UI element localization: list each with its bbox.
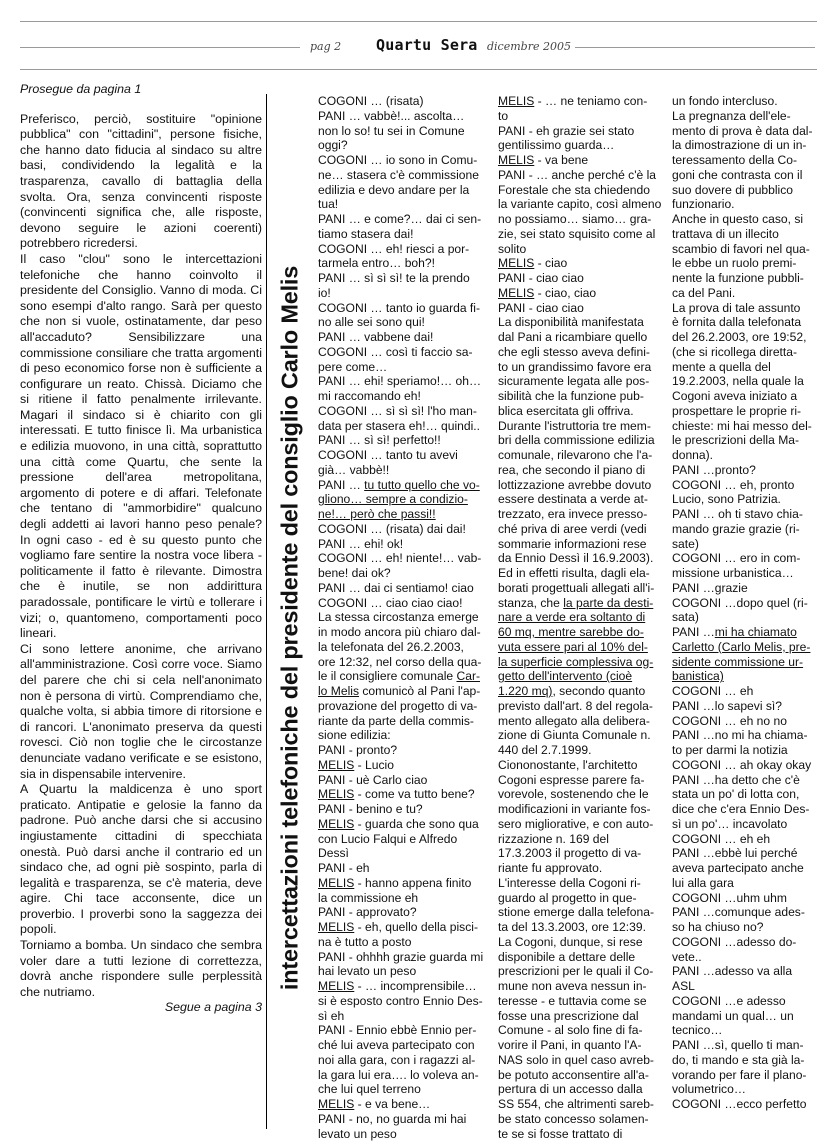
text-line: COGONI … (risata) dai dai! <box>318 522 490 537</box>
text-line: le prescrizioni della Ma- <box>672 433 814 448</box>
text-line: 19.2.2003, nella quale la <box>672 374 814 389</box>
text-line: PANI - benino e tu? <box>318 802 490 817</box>
text-line: PANI … sì sì! perfetto!! <box>318 433 490 448</box>
transcript-column-3 <box>672 94 814 1112</box>
text-line: PANI … ehi! speriamo!… oh… <box>318 374 490 389</box>
text-line: NAS solo in quel caso avreb- <box>498 1053 666 1068</box>
text-line: Anche in questo caso, si <box>672 212 814 227</box>
text-line: sidente commissione ur- <box>672 655 814 670</box>
paragraph: Preferisco, perciò, sostituire "opinione pubblica" con "cittadini", persone fisiche, che hanno dato fiducia al sindaco su altre basi, condividendo la legalità e la trasparenza, cavallo di battaglia della svolta. Ora, senza convincenti risposte (convincenti significa che, alle risposte, devono seguire le azioni coerenti) potrebbero ricredersi. <box>20 112 262 252</box>
text-line: sì un po'… incavolato <box>672 817 814 832</box>
text-line: PANI …lo sapevi sì? <box>672 699 814 714</box>
text-line: 1.220 mq), secondo quanto <box>498 684 666 699</box>
text-line: lottizzazione avrebbe dovuto <box>498 478 666 493</box>
text-line: Ed in effetti risulta, dagli ela- <box>498 566 666 581</box>
text-line: nare a verde era soltanto di <box>498 610 666 625</box>
text-line: rea, che secondo il piano di <box>498 463 666 478</box>
text-line: modificazioni in variante fos- <box>498 802 666 817</box>
text-line: PANI … ehi! ok! <box>318 537 490 552</box>
transcript-column-1 <box>318 94 490 1141</box>
text-line: PANI - ciao ciao <box>498 301 666 316</box>
text-line: vete.. <box>672 950 814 965</box>
text-line: gliono… sempre a condizio- <box>318 492 490 507</box>
text-line: la telefonata del 26.2.2003, <box>318 640 490 655</box>
text-line: teresse - e tuttavia come se <box>498 994 666 1009</box>
text-line: hai levato un peso <box>318 964 490 979</box>
text-line: gentilissimo guarda… <box>498 138 666 153</box>
text-line: La prova di tale assunto <box>672 301 814 316</box>
text-line: COGONI …adesso do- <box>672 935 814 950</box>
text-line: PANI … vabbene dai! <box>318 330 490 345</box>
text-line: trezzato, era invece presso- <box>498 507 666 522</box>
text-line: è fornita dalla telefonata <box>672 315 814 330</box>
text-line: MELIS - guarda che sono qua <box>318 817 490 832</box>
text-line: nente la funzione pubbli- <box>672 271 814 286</box>
text-line: si è esposto contro Ennio Des- <box>318 994 490 1009</box>
text-line: PANI …ebbè lui perché <box>672 846 814 861</box>
newspaper-title: Quartu Sera <box>376 36 478 54</box>
text-line: dice che c'era Ennio Des- <box>672 802 814 817</box>
text-line: prospettare le proprie ri- <box>672 404 814 419</box>
text-line: le il consigliere comunale Car- <box>318 669 490 684</box>
text-line: La pregnanza dell'ele- <box>672 109 814 124</box>
text-line: teressamento della Co- <box>672 153 814 168</box>
editorial-column <box>20 82 262 1016</box>
text-line: da Ennio Dessì il 16.9.2003). <box>498 551 666 566</box>
text-line: COGONI …ecco perfetto <box>672 1097 814 1112</box>
text-line: riante da parte della commis- <box>318 714 490 729</box>
text-line: con Lucio Falqui e Alfredo <box>318 832 490 847</box>
text-line: COGONI … tanto tu avevi <box>318 448 490 463</box>
text-line: Forestale che sta chiedendo <box>498 183 666 198</box>
text-line: sicuramente legata alle pos- <box>498 374 666 389</box>
text-line: PANI …grazie <box>672 581 814 596</box>
vertical-article-title: intercettazioni telefoniche del presidente del consiglio Carlo Melis <box>277 266 304 990</box>
issue-date: dicembre 2005 <box>487 40 571 53</box>
text-line: PANI …sì, quello ti man- <box>672 1038 814 1053</box>
text-line: COGONI …e adesso <box>672 994 814 1009</box>
paragraph: Torniamo a bomba. Un sindaco che sembra voler dare a tutti lezione di correttezza, dovrà anche rispondere sulle perplessità che nutriamo. <box>20 938 262 1000</box>
text-line: Dessì <box>318 846 490 861</box>
text-line: vorire il Pani, in quanto l'A- <box>498 1038 666 1053</box>
text-line: le ebbe un ruolo premi- <box>672 256 814 271</box>
text-line: stione emerge dalla telefona- <box>498 905 666 920</box>
page-header <box>0 36 829 58</box>
text-line: la dimostrazione di un in- <box>672 138 814 153</box>
text-line: MELIS - Lucio <box>318 758 490 773</box>
text-line: MELIS - … incomprensibile… <box>318 979 490 994</box>
text-line: MELIS - va bene <box>498 153 666 168</box>
text-line: sione edilizia: <box>318 728 490 743</box>
text-line: PANI - ohhhh grazie guarda mi <box>318 950 490 965</box>
text-line: vorevole, sostenendo che le <box>498 787 666 802</box>
text-line: COGONI …dopo quel (ri- <box>672 596 814 611</box>
text-line: COGONI … eh! niente!… vab- <box>318 551 490 566</box>
text-line: zione di Giunta Comunale n. <box>498 728 666 743</box>
text-line: La disponibilità manifestata <box>498 315 666 330</box>
text-line: so ha chiuso no? <box>672 920 814 935</box>
text-line: zie, sei stato squisito come al <box>498 227 666 242</box>
text-line: un fondo intercluso. <box>672 94 814 109</box>
text-line: PANI …adesso va alla <box>672 964 814 979</box>
text-line: previsto dall'art. 8 del regola- <box>498 699 666 714</box>
text-line: stanza, che la parte da desti- <box>498 596 666 611</box>
text-line: dal Pani a ricambiare quello <box>498 330 666 345</box>
text-line: COGONI … eh eh <box>672 832 814 847</box>
text-line: PANI … vabbè!... ascolta… <box>318 109 490 124</box>
text-line: PANI - approvato? <box>318 905 490 920</box>
text-line: COGONI … ciao ciao ciao! <box>318 596 490 611</box>
text-line: banistica) <box>672 669 814 684</box>
text-line: COGONI … eh, pronto <box>672 478 814 493</box>
text-line: suo dovere di pubblico <box>672 183 814 198</box>
text-line: rizzazione n. 169 del <box>498 832 666 847</box>
text-line: COGONI … (risata) <box>318 94 490 109</box>
text-line: getto dell'intervento (cioè <box>498 669 666 684</box>
text-line: ne!… però che passi!! <box>318 507 490 522</box>
text-line: vuta essere pari al 10% del- <box>498 640 666 655</box>
text-line: PANI …ha detto che c'è <box>672 773 814 788</box>
text-line: MELIS - e va bene… <box>318 1097 490 1112</box>
text-line: mento di prova è data dal- <box>672 124 814 139</box>
paragraph: Ci sono lettere anonime, che arrivano all'amministrazione. Così corre voce. Siamo del parere che chi si cela nell'anonimato non è persona di virtù. Comprendiamo che, qualche volta, si abbia timore di ritorsione e di rancori. L'anonimato preserva da questi rovesci. Ciò non toglie che le circostanze denunciate vadano verificate e se esistono, sia in dispensabile intervenire. <box>20 642 262 782</box>
text-line: edilizia e devo andare per la <box>318 183 490 198</box>
text-line: to <box>498 109 666 124</box>
text-line: Ciononostante, l'architetto <box>498 758 666 773</box>
text-line: L'interesse della Cogoni ri- <box>498 876 666 891</box>
text-line: to per darmi la notizia <box>672 743 814 758</box>
text-line: PANI …pronto? <box>672 463 814 478</box>
text-line: na è tutto a posto <box>318 935 490 950</box>
text-line: Durante l'istruttoria tre mem- <box>498 419 666 434</box>
text-line: PANI - … anche perché c'è la <box>498 168 666 183</box>
text-line: MELIS - eh, quello della pisci- <box>318 920 490 935</box>
text-line: scambio di favori nel qua- <box>672 242 814 257</box>
text-line: in modo ancora più chiaro dal- <box>318 625 490 640</box>
text-line: blica esercitata gli offriva. <box>498 404 666 419</box>
text-line: mente a quella del <box>672 360 814 375</box>
text-line: SS 554, che altrimenti sareb- <box>498 1097 666 1112</box>
text-line: mi raccomando eh! <box>318 389 490 404</box>
text-line: MELIS - ciao <box>498 256 666 271</box>
text-line: COGONI … ero in com- <box>672 551 814 566</box>
text-line: tecnico… <box>672 1023 814 1038</box>
text-line: MELIS - come va tutto bene? <box>318 787 490 802</box>
text-line: goni che contrasta con il <box>672 168 814 183</box>
text-line: la commissione eh <box>318 891 490 906</box>
text-line: PANI …mi ha chiamato <box>672 625 814 640</box>
text-line: MELIS - ciao, ciao <box>498 286 666 301</box>
top-rule <box>20 21 817 22</box>
text-line: sommarie informazioni rese <box>498 537 666 552</box>
text-line: oggi? <box>318 138 490 153</box>
text-line: Carletto (Carlo Melis, pre- <box>672 640 814 655</box>
text-line: vorando per fare il plano- <box>672 1068 814 1083</box>
text-line: fosse una prescrizione dal <box>498 1009 666 1024</box>
continued-from: Prosegue da pagina 1 <box>20 82 262 98</box>
text-line: La Cogoni, dunque, si rese <box>498 935 666 950</box>
text-line: PANI - ciao ciao <box>498 271 666 286</box>
text-line: 60 mq, mentre sarebbe do- <box>498 625 666 640</box>
text-line: sì eh <box>318 1009 490 1024</box>
header-line-right <box>575 47 815 48</box>
text-line: PANI - eh grazie sei stato <box>498 124 666 139</box>
text-line: mune non aveva nessun in- <box>498 979 666 994</box>
text-line: 17.3.2003 il progetto di va- <box>498 846 666 861</box>
text-line: to un grandissimo favore era <box>498 360 666 375</box>
text-line: tarmela entro… boh?! <box>318 256 490 271</box>
text-line: tiamo stasera dai! <box>318 227 490 242</box>
text-line: MELIS - … ne teniamo con- <box>498 94 666 109</box>
text-line: data per stasera eh!… quindi.. <box>318 419 490 434</box>
text-line: che egli stesso aveva defini- <box>498 345 666 360</box>
text-line: PANI - Ennio ebbè Ennio per- <box>318 1023 490 1038</box>
text-line: COGONI … ah okay okay <box>672 758 814 773</box>
text-line: PANI …no mi ha chiama- <box>672 728 814 743</box>
text-line: ne… stasera c'è commissione <box>318 168 490 183</box>
page-number: pag 2 <box>310 40 341 53</box>
text-line: la superficie complessiva og- <box>498 655 666 670</box>
text-line: COGONI … eh! riesci a por- <box>318 242 490 257</box>
text-line: PANI - pronto? <box>318 743 490 758</box>
vertical-title-box <box>270 128 310 1128</box>
text-line: disponibile a dettare delle <box>498 950 666 965</box>
text-line: PANI … dai ci sentiamo! ciao <box>318 581 490 596</box>
text-line: 440 del 2.7.1999. <box>498 743 666 758</box>
text-line: tua! <box>318 197 490 212</box>
text-line: COGONI … così ti faccio sa- <box>318 345 490 360</box>
text-line: PANI - no, no guarda mi hai <box>318 1112 490 1127</box>
text-line: la gara lui era…. lo voleva an- <box>318 1068 490 1083</box>
text-line: be stato concesso solamen- <box>498 1112 666 1127</box>
text-line: PANI … e come?… dai ci sen- <box>318 212 490 227</box>
text-line: PANI … sì sì sì! te la prendo <box>318 271 490 286</box>
text-line: Cogoni espresse parere fa- <box>498 773 666 788</box>
text-line: io! <box>318 286 490 301</box>
text-line: mando grazie grazie (ri- <box>672 522 814 537</box>
text-line: noi alla gara, con i ragazzi al- <box>318 1053 490 1068</box>
text-line: borati progettuali allegati all'i- <box>498 581 666 596</box>
text-line: donna). <box>672 448 814 463</box>
text-line: no alle sei sono qui! <box>318 315 490 330</box>
text-line: ché lui aveva partecipato con <box>318 1038 490 1053</box>
text-line: PANI - eh <box>318 861 490 876</box>
paragraph: Il caso "clou" sono le intercettazioni telefoniche che hanno coinvolto il presidente del Consiglio. Vanno di moda. Ci sono esempi d'alto rango. Sarà per questo che non si vuole, ostinatamente, dar peso all'accaduto? Sensibilizzare una commissione consiliare che tratta argomenti di peso economico forse non è sufficiente a configurare un reato. Chissà. Diciamo che si ritiene il fatto penalmente irrilevante. Magari il sindaco si è chiarito con gli interessati. E tutto finisce lì. Ma urbanistica e edilizia muovono, in una città, soprattutto una città come Quartu, che sente la pressione dell'area metropolitana, argomento di potere e di affari. Telefonate che tentano di "ammorbidire" qualcuno degli addetti ai lavori hanno peso penale? In ogni caso - ed è su questo punto che vogliamo fare sentire la nostra voce libera - politicamente il fatto è rilevante. Dimostra che è inutile, se non addirittura paradossale, pontificare le virtù e tollerare i vizi; o, quantomeno, comportamenti poco lineari. <box>20 252 262 642</box>
text-line: La stessa circostanza emerge <box>318 610 490 625</box>
text-line: non lo so! tu sei in Comune <box>318 124 490 139</box>
text-line: del 26.2.2003, ore 19:52, <box>672 330 814 345</box>
text-line: comunale, rilevarono che l'a- <box>498 448 666 463</box>
text-line: stata un po' di lotta con, <box>672 787 814 802</box>
text-line: COGONI …uhm uhm <box>672 891 814 906</box>
text-line: provazione del progetto di va- <box>318 699 490 714</box>
text-line: chieste: mi hai messo del- <box>672 419 814 434</box>
text-line: aveva partecipato anche <box>672 861 814 876</box>
text-line: già… vabbè!! <box>318 463 490 478</box>
text-line: lui alla gara <box>672 876 814 891</box>
text-line: sate) <box>672 537 814 552</box>
text-line: COGONI … eh <box>672 684 814 699</box>
text-line: be potuto acconsentire all'a- <box>498 1068 666 1083</box>
text-line: pere come… <box>318 360 490 375</box>
text-line: sibilità che la funzione pub- <box>498 389 666 404</box>
text-line: pertura di un accesso dalla <box>498 1082 666 1097</box>
text-line: funzionario. <box>672 197 814 212</box>
text-line: ore 12:32, nel corso della qua- <box>318 655 490 670</box>
text-line: ché priva di aree verdi (vedi <box>498 522 666 537</box>
text-line: PANI …comunque ades- <box>672 905 814 920</box>
header-line-left <box>20 47 300 48</box>
text-line: no possiamo… siamo… gra- <box>498 212 666 227</box>
text-line: MELIS - hanno appena finito <box>318 876 490 891</box>
text-line: solito <box>498 242 666 257</box>
text-line: bri della commissione edilizia <box>498 433 666 448</box>
text-line: levato un peso <box>318 1127 490 1141</box>
text-line: essere destinata a verde at- <box>498 492 666 507</box>
paragraph: A Quartu la maldicenza è uno sport praticato. Antipatie e gelosie la fanno da padrone. Può anche darsi che si accusino ingiustamente cittadini di specchiata onestà. Può darsi anche il contrario ed un sindaco che, ad ogni piè sospinto, parla di legalità e trasparenza, se c'è materia, deve agire. Chi tace acconsente, dice un proverbio. I proverbi sono la saggezza dei popoli. <box>20 782 262 938</box>
text-line: COGONI … eh no no <box>672 714 814 729</box>
text-line: volumetrico… <box>672 1082 814 1097</box>
text-line: ta del 13.3.2003, ore 12:39. <box>498 920 666 935</box>
text-line: PANI - uè Carlo ciao <box>318 773 490 788</box>
text-line: la variante capito, così almeno <box>498 197 666 212</box>
transcript-column-2 <box>498 94 666 1141</box>
text-line: (che si ricollega diretta- <box>672 345 814 360</box>
text-line: Cogoni aveva iniziato a <box>672 389 814 404</box>
text-line: do, ti mando e sta già la- <box>672 1053 814 1068</box>
text-line: riante fu approvato. <box>498 861 666 876</box>
column-divider <box>266 94 267 1129</box>
text-line: ca del Pani. <box>672 286 814 301</box>
continued-to: Segue a pagina 3 <box>20 1000 262 1016</box>
text-line: PANI … oh ti stavo chia- <box>672 507 814 522</box>
text-line: lo Melis comunicò al Pani l'ap- <box>318 684 490 699</box>
text-line: prescrizioni per le quali il Co- <box>498 964 666 979</box>
header-bottom-rule <box>20 69 817 70</box>
text-line: che lui quel terreno <box>318 1082 490 1097</box>
text-line: trattava di un illecito <box>672 227 814 242</box>
text-line: mandami un qual… un <box>672 1009 814 1024</box>
text-line: ASL <box>672 979 814 994</box>
text-line: Comune - al solo fine di fa- <box>498 1023 666 1038</box>
text-line: COGONI … sì sì sì! l'ho man- <box>318 404 490 419</box>
text-line: PANI … tu tutto quello che vo- <box>318 478 490 493</box>
text-line: Lucio, sono Patrizia. <box>672 492 814 507</box>
text-line: sero migliorative, e con auto- <box>498 817 666 832</box>
text-line: COGONI … io sono in Comu- <box>318 153 490 168</box>
text-line: sata) <box>672 610 814 625</box>
text-line: te se si fosse trattato di <box>498 1127 666 1141</box>
text-line: missione urbanistica… <box>672 566 814 581</box>
text-line: mento allegato alla delibera- <box>498 714 666 729</box>
text-line: COGONI … tanto io guarda fi- <box>318 301 490 316</box>
text-line: bene! dai ok? <box>318 566 490 581</box>
text-line: guardo al progetto in que- <box>498 891 666 906</box>
